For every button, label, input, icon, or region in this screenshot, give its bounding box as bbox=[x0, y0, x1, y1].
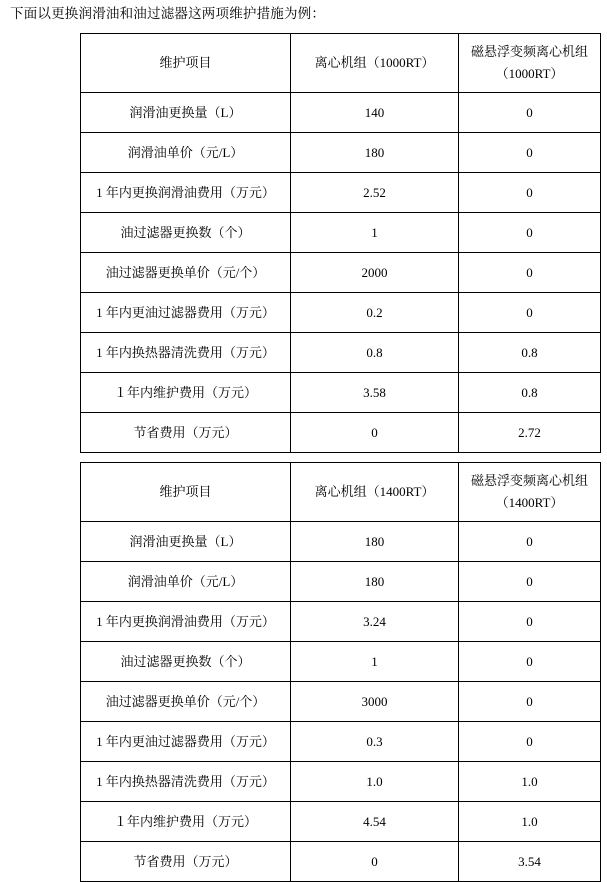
table-row bbox=[81, 133, 601, 173]
row-value-centrifugal: 1 bbox=[291, 213, 459, 253]
table-row bbox=[81, 562, 601, 602]
row-item-label: 1 年内换热器清洗费用（万元） bbox=[81, 333, 291, 373]
table-row bbox=[81, 762, 601, 802]
table-row bbox=[81, 373, 601, 413]
row-value-maglev: 0 bbox=[459, 522, 601, 562]
column-header-maglev bbox=[459, 463, 601, 522]
table-row bbox=[81, 213, 601, 253]
row-value-maglev: 0 bbox=[459, 562, 601, 602]
row-item-label: １年内维护费用（万元） bbox=[81, 802, 291, 842]
row-value-centrifugal: 0.2 bbox=[291, 293, 459, 333]
row-value-maglev: 0 bbox=[459, 253, 601, 293]
row-item-label: 1 年内更换润滑油费用（万元） bbox=[81, 602, 291, 642]
maintenance-cost-table-1400rt bbox=[80, 462, 601, 882]
row-value-maglev: 0 bbox=[459, 722, 601, 762]
row-value-maglev: 0 bbox=[459, 93, 601, 133]
row-item-label: 1 年内更油过滤器费用（万元） bbox=[81, 293, 291, 333]
column-header-maglev-line1: 磁悬浮变频离心机组 bbox=[470, 44, 588, 59]
row-value-centrifugal: 2.52 bbox=[291, 173, 459, 213]
row-value-centrifugal: 0.8 bbox=[291, 333, 459, 373]
row-value-maglev: 0 bbox=[459, 133, 601, 173]
table-row bbox=[81, 173, 601, 213]
row-item-label: 1 年内更油过滤器费用（万元） bbox=[81, 722, 291, 762]
column-header-item: 维护项目 bbox=[81, 34, 291, 93]
row-value-centrifugal: 3000 bbox=[291, 682, 459, 722]
row-value-centrifugal: 1 bbox=[291, 642, 459, 682]
table-row bbox=[81, 722, 601, 762]
row-item-label: 润滑油单价（元/L） bbox=[81, 562, 291, 602]
row-value-maglev: 1.0 bbox=[459, 802, 601, 842]
row-item-label: 节省费用（万元） bbox=[81, 842, 291, 882]
row-value-centrifugal: 3.24 bbox=[291, 602, 459, 642]
row-value-centrifugal: 3.58 bbox=[291, 373, 459, 413]
maintenance-cost-table-1000rt bbox=[80, 33, 601, 453]
row-item-label: 油过滤器更换数（个） bbox=[81, 213, 291, 253]
row-item-label: 1 年内换热器清洗费用（万元） bbox=[81, 762, 291, 802]
column-header-maglev-line2: （1000RT） bbox=[495, 66, 564, 81]
row-value-centrifugal: 1.0 bbox=[291, 762, 459, 802]
row-value-maglev: 0.8 bbox=[459, 333, 601, 373]
table-row bbox=[81, 642, 601, 682]
row-value-centrifugal: 180 bbox=[291, 562, 459, 602]
table-row bbox=[81, 802, 601, 842]
row-item-label: 润滑油单价（元/L） bbox=[81, 133, 291, 173]
row-value-maglev: 0 bbox=[459, 173, 601, 213]
row-value-maglev: 0 bbox=[459, 293, 601, 333]
row-value-centrifugal: 4.54 bbox=[291, 802, 459, 842]
row-value-maglev: 0.8 bbox=[459, 373, 601, 413]
row-value-centrifugal: 140 bbox=[291, 93, 459, 133]
table-row bbox=[81, 253, 601, 293]
table-row bbox=[81, 93, 601, 133]
row-value-maglev: 0 bbox=[459, 682, 601, 722]
row-value-centrifugal: 180 bbox=[291, 522, 459, 562]
row-value-maglev: 0 bbox=[459, 213, 601, 253]
row-value-centrifugal: 0.3 bbox=[291, 722, 459, 762]
table-row bbox=[81, 293, 601, 333]
row-value-maglev: 1.0 bbox=[459, 762, 601, 802]
table-row bbox=[81, 602, 601, 642]
table-row bbox=[81, 682, 601, 722]
column-header-maglev-line2: （1400RT） bbox=[495, 495, 564, 510]
table-row bbox=[81, 522, 601, 562]
column-header-centrifugal: 离心机组（1400RT） bbox=[291, 463, 459, 522]
row-item-label: 油过滤器更换数（个） bbox=[81, 642, 291, 682]
row-item-label: 润滑油更换量（L） bbox=[81, 522, 291, 562]
row-item-label: 1 年内更换润滑油费用（万元） bbox=[81, 173, 291, 213]
table-row bbox=[81, 333, 601, 373]
table-header-row bbox=[81, 34, 601, 93]
row-value-maglev: 0 bbox=[459, 602, 601, 642]
row-value-centrifugal: 0 bbox=[291, 842, 459, 882]
row-value-maglev: 0 bbox=[459, 642, 601, 682]
row-value-maglev: 2.72 bbox=[459, 413, 601, 453]
row-item-label: 节省费用（万元） bbox=[81, 413, 291, 453]
row-item-label: 润滑油更换量（L） bbox=[81, 93, 291, 133]
column-header-item: 维护项目 bbox=[81, 463, 291, 522]
row-value-centrifugal: 0 bbox=[291, 413, 459, 453]
intro-paragraph: 下面以更换润滑油和油过滤器这两项维护措施为例： bbox=[10, 6, 326, 21]
row-item-label: １年内维护费用（万元） bbox=[81, 373, 291, 413]
column-header-maglev-line1: 磁悬浮变频离心机组 bbox=[470, 473, 588, 488]
table-row bbox=[81, 413, 601, 453]
row-item-label: 油过滤器更换单价（元/个） bbox=[81, 682, 291, 722]
table-header-row bbox=[81, 463, 601, 522]
row-item-label: 油过滤器更换单价（元/个） bbox=[81, 253, 291, 293]
column-header-centrifugal: 离心机组（1000RT） bbox=[291, 34, 459, 93]
column-header-maglev bbox=[459, 34, 601, 93]
row-value-centrifugal: 2000 bbox=[291, 253, 459, 293]
table-row bbox=[81, 842, 601, 882]
row-value-centrifugal: 180 bbox=[291, 133, 459, 173]
row-value-maglev: 3.54 bbox=[459, 842, 601, 882]
